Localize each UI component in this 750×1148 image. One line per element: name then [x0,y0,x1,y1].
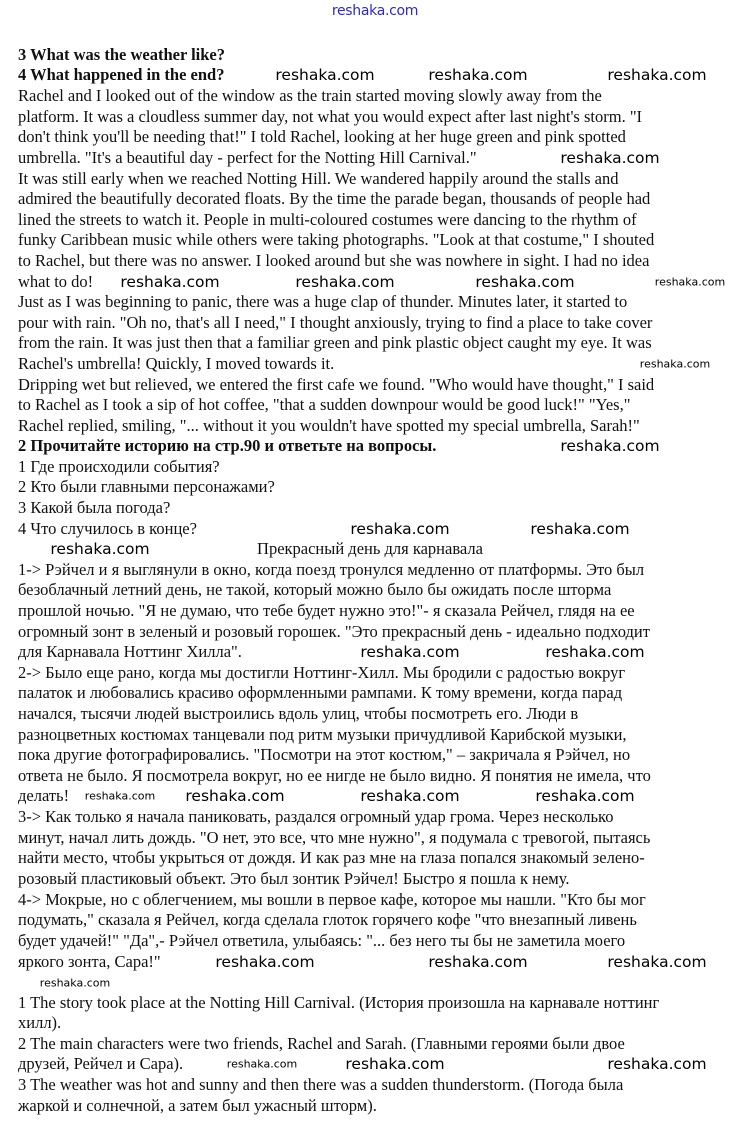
watermark: reshaka.com [607,1055,707,1073]
text-line: Rachel replied, smiling, "... without it you wouldn't have spotted my special umbrella, Sarah!" [18,416,640,435]
heading-line: 2 Прочитайте историю на стр.90 и ответьте на вопросы. [18,436,437,455]
watermark: reshaka.com [545,643,645,661]
text-line: platform. It was a cloudless summer day, not what you would expect after last night's storm. "I [18,107,643,126]
text-line: розовый пластиковый объект. Это был зонтик Рэйчел! Быстро я пошла к нему. [18,869,570,888]
text-line: lined the streets to watch it. People in multi-coloured costumes were dancing to the rhythm of [18,210,637,229]
text-line: It was still early when we reached Notting Hill. We wandered happily around the stalls and [18,169,619,188]
text-line: 2 Кто были главными персонажами? [18,477,275,496]
text-line: огромный зонт в зеленый и розовый горошек. "Это прекрасный день - идеально подходит [18,622,650,641]
text-line: umbrella. "It's a beautiful day - perfect for the Notting Hill Carnival." [18,148,477,167]
text-line: to Rachel, but there was no answer. I looked around but she was nowhere in sight. I had no idea [18,251,650,270]
header-watermark: reshaka.com [331,3,419,19]
text-line: 1 The story took place at the Notting Hill Carnival. (История произошла на карнавале ноттинг [18,993,660,1012]
text-line: найти место, чтобы укрыться от дождя. И как раз мне на глаза попался знакомый зелено- [18,848,645,867]
text-line: admired the beautifully decorated floats. By the time the parade began, thousands of people had [18,189,651,208]
text-line: безоблачный летний день, не такой, который можно было бы ожидать после шторма [18,580,612,599]
watermark: reshaka.com [39,976,111,990]
text-line: друзей, Рейчел и Сара). [18,1054,184,1073]
watermark: reshaka.com [185,787,285,805]
text-line: жаркой и солнечной, а затем был ужасный шторм). [18,1096,377,1115]
watermark: reshaka.com [360,787,460,805]
watermark: reshaka.com [560,437,660,455]
watermark: reshaka.com [84,789,156,803]
watermark: reshaka.com [607,66,707,84]
watermark: reshaka.com [428,953,528,971]
text-line: 1-> Рэйчел и я выглянули в окно, когда поезд тронулся медленно от платформы. Это был [18,560,645,579]
watermark: reshaka.com [475,273,575,291]
watermark: reshaka.com [560,149,660,167]
text-line: from the rain. It was just then that a familiar green and pink plastic object caught my eye. It was [18,333,652,352]
watermark: reshaka.com [226,1057,298,1071]
text-line: палаток и любовались красиво оформленными рампами. К тому времени, когда парад [18,683,623,702]
text-line: яркого зонта, Сара!" [18,952,161,971]
text-line: don't think you'll be needing that!" I told Rachel, looking at her huge green and pink spotted [18,127,626,146]
text-line: 3 Какой была погода? [18,498,171,517]
watermark: reshaka.com [50,540,150,558]
watermark: reshaka.com [120,273,220,291]
text-line: pour with rain. "Oh no, that's all I need," I thought anxiously, trying to find a place to take cover [18,313,653,332]
text-line: разноцветных костюмах танцевали под ритм музыки причудливой Карибской музыки, [18,725,627,744]
story-title: Прекрасный день для карнавала [257,539,483,558]
watermark: reshaka.com [535,787,635,805]
text-line: 3 The weather was hot and sunny and then there was a sudden thunderstorm. (Погода была [18,1075,624,1094]
watermark: reshaka.com [428,66,528,84]
heading-line: 4 What happened in the end? [18,65,225,84]
text-line: пока другие фотографировались. "Посмотри на этот костюм," – закричала я Рэйчел, но [18,745,631,764]
heading-line: 3 What was the weather like? [18,45,226,64]
watermark: reshaka.com [295,273,395,291]
text-line: 1 Где происходили события? [18,457,220,476]
text-line: начался, тысячи людей выстроились вдоль улиц, чтобы посмотреть его. Люди в [18,704,579,723]
watermark: reshaka.com [654,275,726,289]
text-line: Rachel and I looked out of the window as the train started moving slowly away from the [18,86,602,105]
text-line: хилл). [18,1013,62,1032]
watermark: reshaka.com [275,66,375,84]
text-line: минут, начал лить дождь. "О нет, это все, что мне нужно", я подумала с тревогой, пытаясь [18,828,651,847]
text-line: ответа не было. Я посмотрела вокруг, но ее нигде не было видно. Я понятия не имела, что [18,766,651,785]
watermark: reshaka.com [345,1055,445,1073]
watermark: reshaka.com [350,520,450,538]
text-line: подумать," сказала я Рейчел, когда сделала глоток горячего кофе "что внезапный ливень [18,910,637,929]
watermark: reshaka.com [215,953,315,971]
watermark: reshaka.com [607,953,707,971]
text-line: 3-> Как только я начала паниковать, раздался огромный удар грома. Через несколько [18,807,614,826]
text-line: прошлой ночью. "Я не думаю, что тебе будет нужно это!"- я сказала Рейчел, глядя на ее [18,601,635,620]
text-line: 4-> Мокрые, но с облегчением, мы вошли в первое кафе, которое мы нашли. "Кто бы мог [18,890,646,909]
watermark: reshaka.com [530,520,630,538]
text-line: funky Caribbean music while others were taking photographs. "Look at that costume," I shouted [18,230,655,249]
text-line: to Rachel as I took a sip of hot coffee, "that a sudden downpour would be good luck!" "Yes," [18,395,631,414]
text-line: 2-> Было еще рано, когда мы достигли Ноттинг-Хилл. Мы бродили с радостью вокруг [18,663,626,682]
text-line: делать! [18,786,70,805]
text-line: для Карнавала Ноттинг Хилла". [18,642,242,661]
watermark: reshaka.com [639,357,711,371]
watermark: reshaka.com [360,643,460,661]
text-line: Dripping wet but relieved, we entered the first cafe we found. "Who would have thought," I said [18,375,655,394]
text-line: 4 Что случилось в конце? [18,519,197,538]
text-line: what to do! [18,272,94,291]
text-line: будет удачей!" "Да",- Рэйчел ответила, улыбаясь: "... без него ты бы не заметила моего [18,931,626,950]
text-line: 2 The main characters were two friends, Rachel and Sarah. (Главными героями были двое [18,1034,625,1053]
text-line: Just as I was beginning to panic, there was a huge clap of thunder. Minutes later, it started to [18,292,628,311]
text-line: Rachel's umbrella! Quickly, I moved towards it. [18,354,335,373]
